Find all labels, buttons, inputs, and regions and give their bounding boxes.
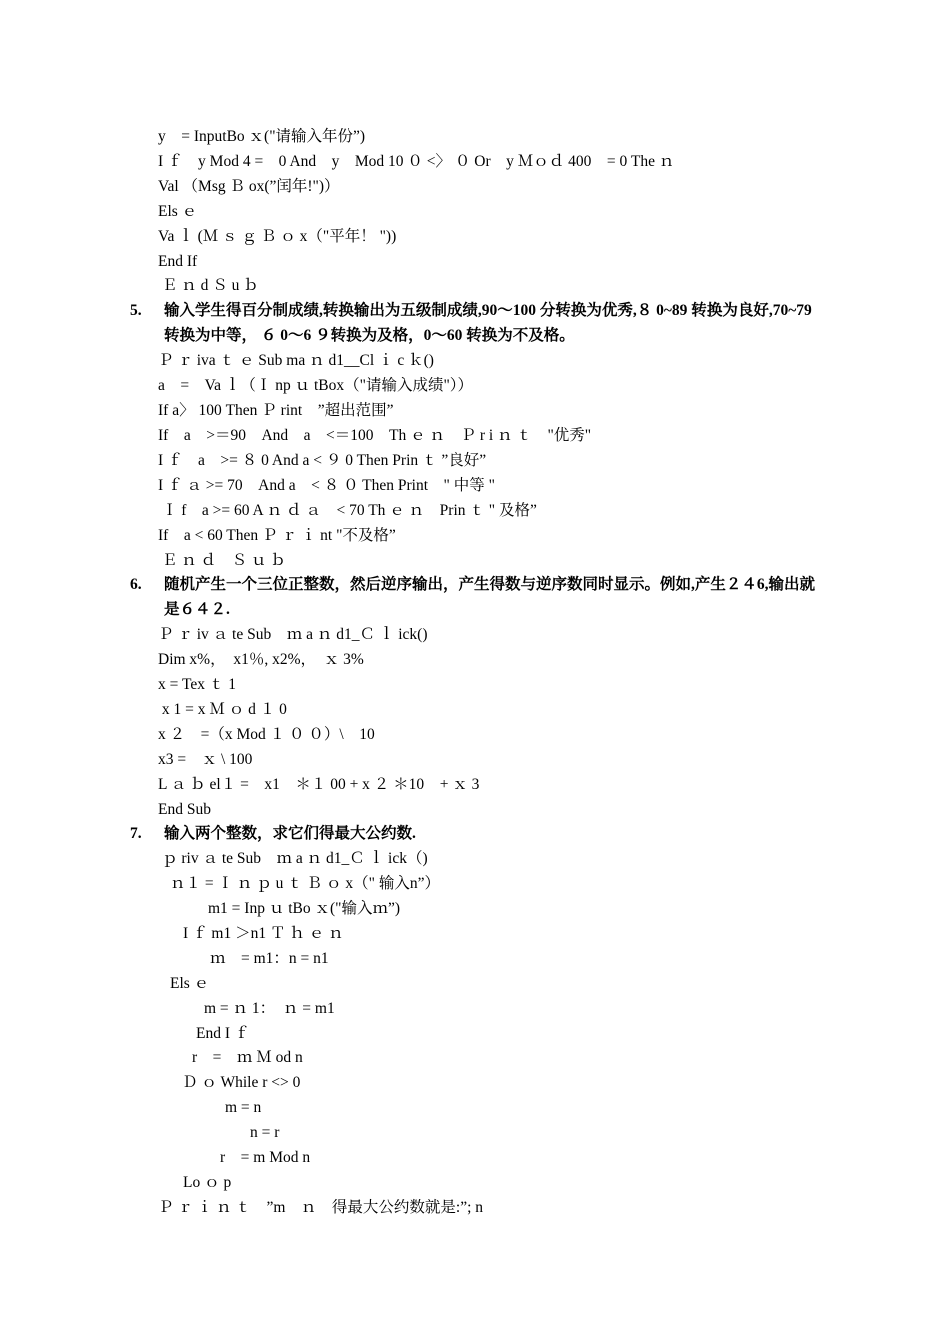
code-line: r = m Mod n: [220, 1149, 311, 1166]
code-line: I ｆ ａ >= 70 And a < ８ ０ Then Print " 中等 ": [158, 477, 495, 494]
code-line: End I ｆ: [196, 1025, 250, 1042]
code-line: Ｉ f a >= 60 A ｎ ｄ ａ < 70 Th ｅ ｎ Prin ｔ " 及格”: [158, 502, 537, 519]
code-line: Va ｌ (Ｍ ｓ ｇ Ｂ ｏ x（"平年！ ")): [158, 228, 397, 245]
code-line: ｎ１ = Ｉ ｎ ｐ u ｔ Ｂ ｏ x（" 输入n”）: [170, 875, 440, 892]
code-line: a = Va ｌ（Ｉ np ｕ tBox（"请输入成绩"））: [158, 377, 474, 394]
code-line: y = InputBo ｘ("请输入年份”): [158, 128, 366, 145]
code-line: Ｐ ｒ iva ｔ ｅ Sub ma ｎ d1__Cl ｉ c ｋ(): [158, 352, 434, 369]
code-line: m = n: [225, 1099, 262, 1116]
code-line: Ｅ ｎ ｄ Ｓ ｕ ｂ: [158, 552, 286, 569]
code-line: I ｆ a >= ８ 0 And a < ９ 0 Then Prin ｔ ”良好”: [158, 452, 487, 469]
code-line: Val （Msg Ｂ ox(”闰年!")）: [158, 178, 340, 195]
code-line: r = ｍ Ｍ od n: [192, 1049, 303, 1066]
question-text: 随机产生一个三位正整数，然后逆序输出，产生得数与逆序数同时显示。例如,产生２４6,输出就是６４２.: [164, 576, 816, 618]
code-line: If a >＝90 And a <＝100 Th ｅ ｎ Ｐ r i ｎ ｔ "优秀": [158, 427, 592, 444]
question-number: 6.: [130, 576, 142, 593]
code-line: x = Tex ｔ 1: [158, 676, 236, 693]
code-line: x 1 = x Ｍ ｏ d １ 0: [158, 701, 287, 718]
code-line: m1 = Inp ｕ tBo ｘ("输入ｍ”): [208, 900, 401, 917]
code-line: End If: [158, 253, 198, 270]
code-line: I ｆ m1 ＞n1 Ｔ ｈ ｅ ｎ: [183, 925, 344, 942]
code-line: If a < 60 Then Ｐ ｒ ｉ nt "不及格”: [158, 527, 396, 544]
code-line: Els ｅ: [170, 975, 210, 992]
code-line: x ２ =（x Mod １ ０ ０）\ 10: [158, 726, 375, 743]
code-line: ｐ riv ａ te Sub ｍ a ｎ d1_Ｃ ｌ ick（): [162, 850, 428, 867]
question-number: 7.: [130, 825, 142, 842]
code-line: n = r: [250, 1124, 280, 1141]
question-text: 输入两个整数，求它们得最大公约数.: [164, 825, 416, 842]
code-line: Els ｅ: [158, 203, 198, 220]
question-text: 输入学生得百分制成绩,转换输出为五级制成绩,90～100 分转换为优秀,８ 0~89 转换为良好,70~79 转换为中等， ６ 0～6 ９转换为及格，0～60 转换为不及格。: [164, 302, 812, 344]
question-7: [130, 822, 820, 847]
code-line: ｍ = m1：n = n1: [210, 950, 329, 967]
code-line: End Sub: [158, 801, 211, 818]
code-line: x3 = ｘ \ 100: [158, 751, 253, 768]
question-number: 5.: [130, 302, 142, 319]
code-line: Ｐ ｒ iv ａ te Sub ｍ a ｎ d1_Ｃ ｌ ick(): [158, 626, 428, 643]
code-line: Dim x%， x1％, x2%， ｘ 3%: [158, 651, 364, 668]
code-line: Lo ｏ p: [183, 1174, 232, 1191]
code-line: Ｅ ｎ d Ｓ u ｂ: [158, 277, 259, 294]
question-6: [130, 573, 820, 623]
code-line: Ｐ ｒ ｉ ｎ ｔ ”m ｎ 得最大公约数就是:”; n: [158, 1199, 484, 1216]
code-line: I ｆ y Mod 4 = 0 And y Mod 10 ０ <〉 ０ Or y Ｍｏｄ 400 = 0 The ｎ: [158, 153, 675, 170]
code-line: Ｄ ｏ While r <> 0: [182, 1074, 301, 1091]
code-line: L ａ ｂ el１ = x1 ＊１ 00 + x ２ ＊10 + ｘ 3: [158, 776, 480, 793]
code-line: If a〉 100 Then Ｐ rint ”超出范围”: [158, 402, 394, 419]
question-5: [130, 299, 820, 349]
code-line: m = ｎ 1： ｎ = m1: [204, 1000, 335, 1017]
